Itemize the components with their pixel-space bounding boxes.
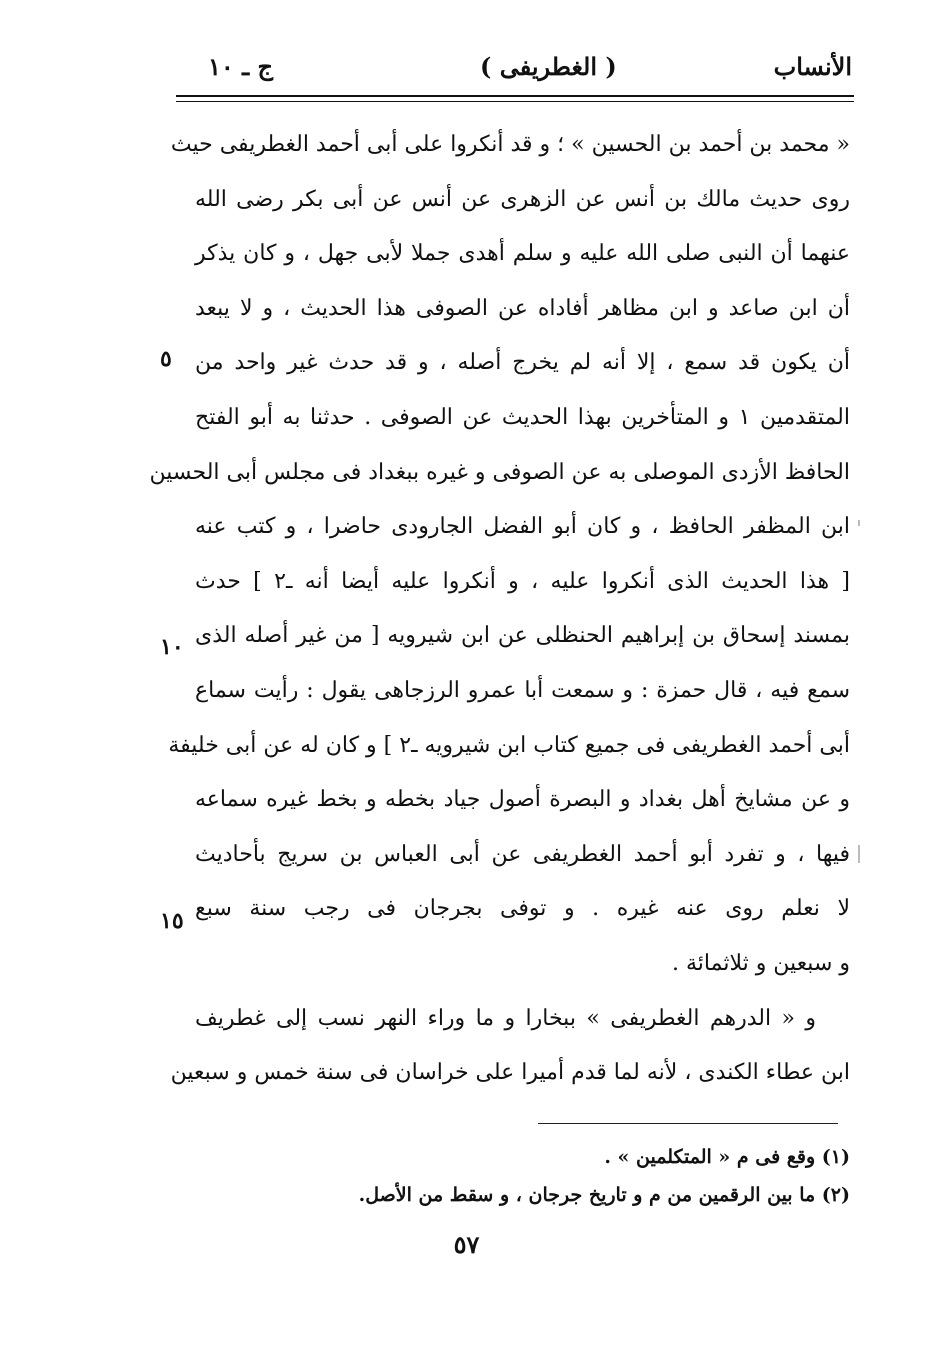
- footnote-separator: [538, 1123, 838, 1124]
- footnote: (٢) ما بين الرقمين من م و تاريخ جرجان ، و سقط من الأصل.: [358, 1184, 850, 1206]
- page-number: ٥٧: [453, 1230, 480, 1259]
- text-line: و عن مشايخ أهل بغداد و البصرة أصول جياد بخطه و بخط غيره سماعه: [195, 787, 850, 813]
- text-line: سمع فيه ، قال حمزة : و سمعت أبا عمرو الرزجاهى يقول : رأيت سماع: [195, 677, 850, 703]
- scan-mark: [858, 520, 860, 526]
- text-line: ابن عطاء الكندى ، لأنه لما قدم أميرا على خراسان فى سنة خمس و سبعين: [170, 1060, 850, 1086]
- footnote: (١) وقع فى م « المتكلمين » .: [604, 1146, 850, 1168]
- header-book-title: الأنساب: [773, 52, 852, 81]
- margin-line-number: ٥: [160, 346, 172, 372]
- running-header: [180, 52, 860, 92]
- text-line: [ هذا الحديث الذى أنكروا عليه ، و أنكروا عليه أيضا أنه ـ٢ ] حدث: [195, 568, 851, 594]
- text-line: عنهما أن النبى صلى الله عليه و سلم أهدى جملا لأبى جهل ، و كان يذكر: [195, 241, 850, 267]
- margin-line-number: ١٥: [160, 908, 184, 934]
- text-line: و « الدرهم الغطريفى » ببخارا و ما وراء النهر نسب إلى غطريف: [195, 1005, 816, 1031]
- text-line: فيها ، و تفرد أبو أحمد الغطريفى عن أبى العباس بن سريج بأحاديث: [195, 841, 850, 867]
- footnotes: [190, 1138, 850, 1214]
- header-volume: ج ـ ١٠: [208, 52, 274, 81]
- text-line: « محمد بن أحمد بن الحسين » ؛ و قد أنكروا على أبى أحمد الغطريفى حيث: [170, 132, 850, 157]
- text-line: أن يكون قد سمع ، إلا أنه لم يخرج أصله ، و قد حدث غير واحد من: [195, 350, 850, 376]
- text-line: المتقدمين ١ و المتأخرين بهذا الحديث عن الصوفى . حدثنا به أبو الفتح: [195, 404, 850, 430]
- text-line: أبى أحمد الغطريفى فى جميع كتاب ابن شيرويه ـ٢ ] و كان له عن أبى خليفة: [168, 732, 850, 758]
- header-rule-thin: [176, 101, 854, 102]
- text-line: روى حديث مالك بن أنس عن الزهرى عن أنس عن أبى بكر رضى الله: [195, 186, 850, 212]
- text-line: و سبعين و ثلاثمائة .: [672, 950, 850, 976]
- text-line: ابن المظفر الحافظ ، و كان أبو الفضل الجارودى حاضرا ، و كتب عنه: [195, 514, 850, 540]
- text-line: الحافظ الأزدى الموصلى به عن الصوفى و غيره ببغداد فى مجلس أبى الحسين: [149, 459, 850, 485]
- header-entry-title: ( الغطريفى ): [480, 52, 617, 81]
- text-line: بمسند إسحاق بن إبراهيم الحنظلى عن ابن شيرويه [ من غير أصله الذى: [195, 623, 850, 649]
- header-rule-thick: [176, 95, 854, 97]
- text-line: أن ابن صاعد و ابن مظاهر أفاداه عن الصوفى هذا الحديث ، و لا يبعد: [195, 295, 850, 321]
- margin-line-number: ١٠: [160, 634, 184, 660]
- scan-mark: [858, 845, 860, 863]
- text-line: لا نعلم روى عنه غيره . و توفى بجرجان فى رجب سنة سبع: [195, 896, 850, 922]
